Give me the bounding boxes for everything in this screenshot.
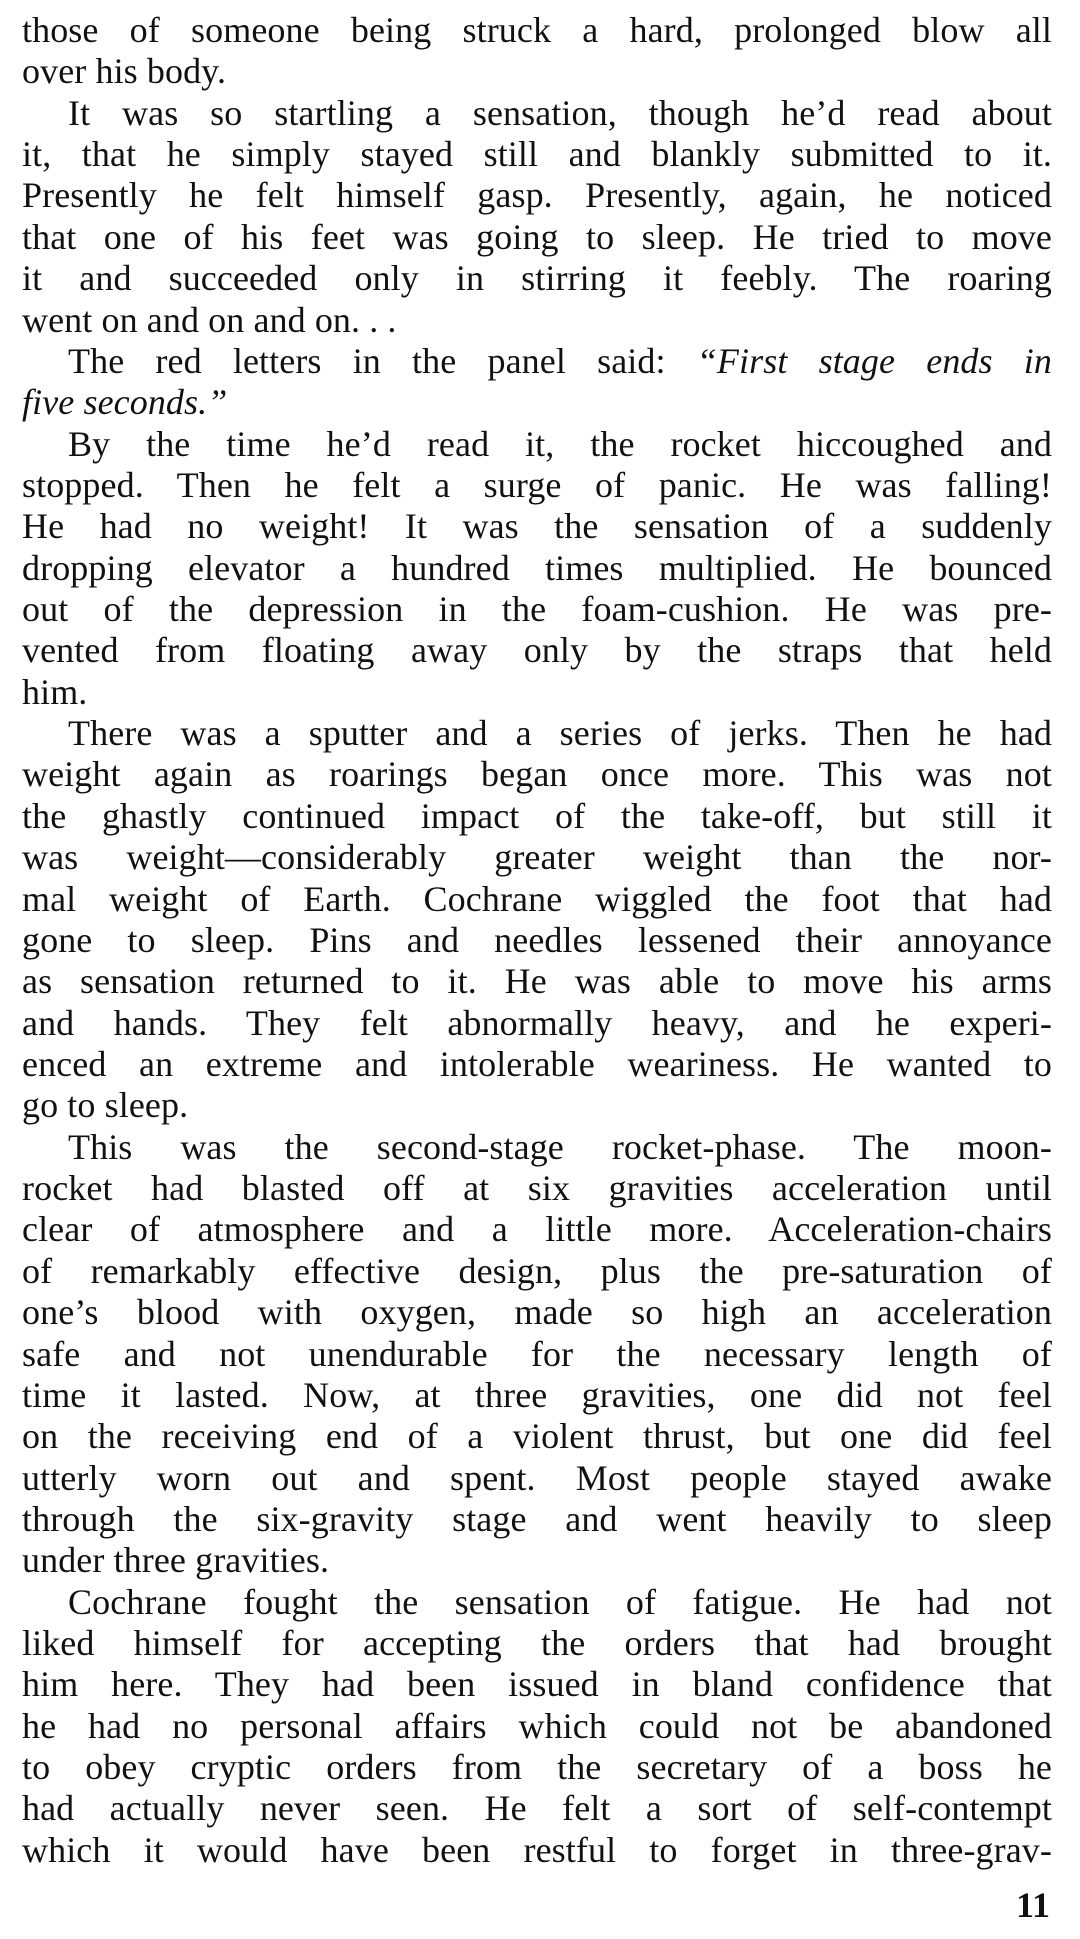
- text-line: [22, 1499, 1052, 1539]
- text-line: [22, 10, 1052, 50]
- text-line-plain: rocket had blasted off at six gravities acceleration until: [22, 1168, 1052, 1209]
- text-line: [22, 1830, 1052, 1870]
- text-line: [22, 1788, 1052, 1828]
- text-line-plain: out of the depression in the foam-cushion. He was pre-: [22, 589, 1052, 630]
- text-line-plain: time it lasted. Now, at three gravities, one did not feel: [22, 1374, 1052, 1415]
- text-line: [22, 713, 1052, 753]
- text-line: [22, 1334, 1052, 1374]
- page-number: 11: [1015, 1885, 1050, 1925]
- text-line: [22, 175, 1052, 215]
- text-line-plain: The red letters in the panel said:: [68, 340, 697, 381]
- text-line-plain: liked himself for accepting the orders that had brought: [22, 1623, 1052, 1664]
- text-line-italic: “First stage ends in: [696, 340, 1052, 381]
- text-line-plain: vented from floating away only by the straps that held: [22, 630, 1052, 671]
- text-line: [22, 51, 1052, 91]
- text-line-plain: gone to sleep. Pins and needles lessened their annoyance: [22, 919, 1052, 960]
- text-line-plain: stopped. Then he felt a surge of panic. He was falling!: [22, 464, 1052, 505]
- text-line-plain: By the time he’d read it, the rocket hiccoughed and: [68, 423, 1052, 464]
- text-line-plain: which it would have been restful to forget in three-grav-: [22, 1829, 1052, 1870]
- text-line: [22, 258, 1052, 298]
- text-line: [22, 1416, 1052, 1456]
- text-line: [22, 300, 1052, 340]
- text-line-plain: safe and not unendurable for the necessary length of: [22, 1333, 1052, 1374]
- text-line-plain: Cochrane fought the sensation of fatigue. He had not: [68, 1581, 1052, 1622]
- text-line-plain: dropping elevator a hundred times multiplied. He bounced: [22, 547, 1052, 588]
- text-line: [22, 382, 1052, 422]
- text-line-plain: had actually never seen. He felt a sort of self-contempt: [22, 1788, 1052, 1829]
- text-line-plain: enced an extreme and intolerable weariness. He wanted to: [22, 1043, 1052, 1084]
- text-line: [22, 1168, 1052, 1208]
- text-line-italic: five seconds.”: [22, 382, 228, 423]
- text-line-plain: Presently he felt himself gasp. Presently, again, he noticed: [22, 175, 1052, 216]
- text-line: [22, 1623, 1052, 1663]
- text-line-plain: go to sleep.: [22, 1085, 189, 1126]
- text-line: [22, 754, 1052, 794]
- text-line: [22, 1664, 1052, 1704]
- text-line: [22, 961, 1052, 1001]
- text-line: [22, 1251, 1052, 1291]
- text-line: [22, 1003, 1052, 1043]
- text-line: [22, 1706, 1052, 1746]
- text-line: [22, 630, 1052, 670]
- text-line-plain: on the receiving end of a violent thrust, but one did feel: [22, 1416, 1052, 1457]
- text-line-plain: it, that he simply stayed still and blankly submitted to it.: [22, 134, 1052, 175]
- text-line: [22, 341, 1052, 381]
- text-line-plain: of remarkably effective design, plus the pre-saturation of: [22, 1250, 1052, 1291]
- text-line: [22, 920, 1052, 960]
- text-line: [22, 134, 1052, 174]
- text-line: [22, 1044, 1052, 1084]
- text-line: [22, 548, 1052, 588]
- text-line: [22, 589, 1052, 629]
- text-line-plain: mal weight of Earth. Cochrane wiggled the foot that had: [22, 878, 1052, 919]
- text-line-plain: it and succeeded only in stirring it feebly. The roaring: [22, 258, 1052, 299]
- text-line: [22, 1747, 1052, 1787]
- text-line-plain: and hands. They felt abnormally heavy, and he experi-: [22, 1002, 1052, 1043]
- text-line: [22, 1375, 1052, 1415]
- text-line-plain: clear of atmosphere and a little more. Acceleration-chairs: [22, 1209, 1052, 1250]
- text-line: [22, 1458, 1052, 1498]
- text-line-plain: over his body.: [22, 51, 227, 92]
- text-line: [22, 217, 1052, 257]
- text-line: [22, 672, 1052, 712]
- text-line-plain: those of someone being struck a hard, prolonged blow all: [22, 10, 1052, 50]
- body-text: [22, 10, 1052, 1870]
- text-line-plain: one’s blood with oxygen, made so high an acceleration: [22, 1292, 1052, 1333]
- text-line: [22, 837, 1052, 877]
- text-line-plain: the ghastly continued impact of the take-off, but still it: [22, 795, 1052, 836]
- text-line: [22, 1540, 1052, 1580]
- text-line: [22, 1127, 1052, 1167]
- text-line: [22, 424, 1052, 464]
- text-line-plain: He had no weight! It was the sensation of a suddenly: [22, 506, 1052, 547]
- text-line: [22, 1292, 1052, 1332]
- text-line-plain: This was the second-stage rocket-phase. The moon-: [68, 1126, 1052, 1167]
- text-line: [22, 1085, 1052, 1125]
- text-line-plain: him here. They had been issued in bland confidence that: [22, 1664, 1052, 1705]
- text-line-plain: through the six-gravity stage and went heavily to sleep: [22, 1498, 1052, 1539]
- text-line-plain: utterly worn out and spent. Most people stayed awake: [22, 1457, 1052, 1498]
- text-line-plain: under three gravities.: [22, 1540, 330, 1581]
- text-line-plain: went on and on and on. . .: [22, 299, 397, 340]
- text-line: [22, 1582, 1052, 1622]
- text-line-plain: It was so startling a sensation, though he’d read about: [68, 92, 1052, 133]
- text-line: [22, 465, 1052, 505]
- text-line-plain: was weight—considerably greater weight than the nor-: [22, 837, 1052, 878]
- text-line: [22, 796, 1052, 836]
- text-line: [22, 93, 1052, 133]
- text-line-plain: as sensation returned to it. He was able to move his arms: [22, 961, 1052, 1002]
- text-line: [22, 1209, 1052, 1249]
- text-line-plain: weight again as roarings began once more. This was not: [22, 754, 1052, 795]
- text-line-plain: him.: [22, 671, 88, 712]
- text-line-plain: There was a sputter and a series of jerks. Then he had: [68, 713, 1052, 754]
- text-line-plain: he had no personal affairs which could not be abandoned: [22, 1705, 1052, 1746]
- text-line-plain: to obey cryptic orders from the secretary of a boss he: [22, 1747, 1052, 1788]
- text-line: [22, 879, 1052, 919]
- text-line-plain: that one of his feet was going to sleep. He tried to move: [22, 216, 1052, 257]
- text-line: [22, 506, 1052, 546]
